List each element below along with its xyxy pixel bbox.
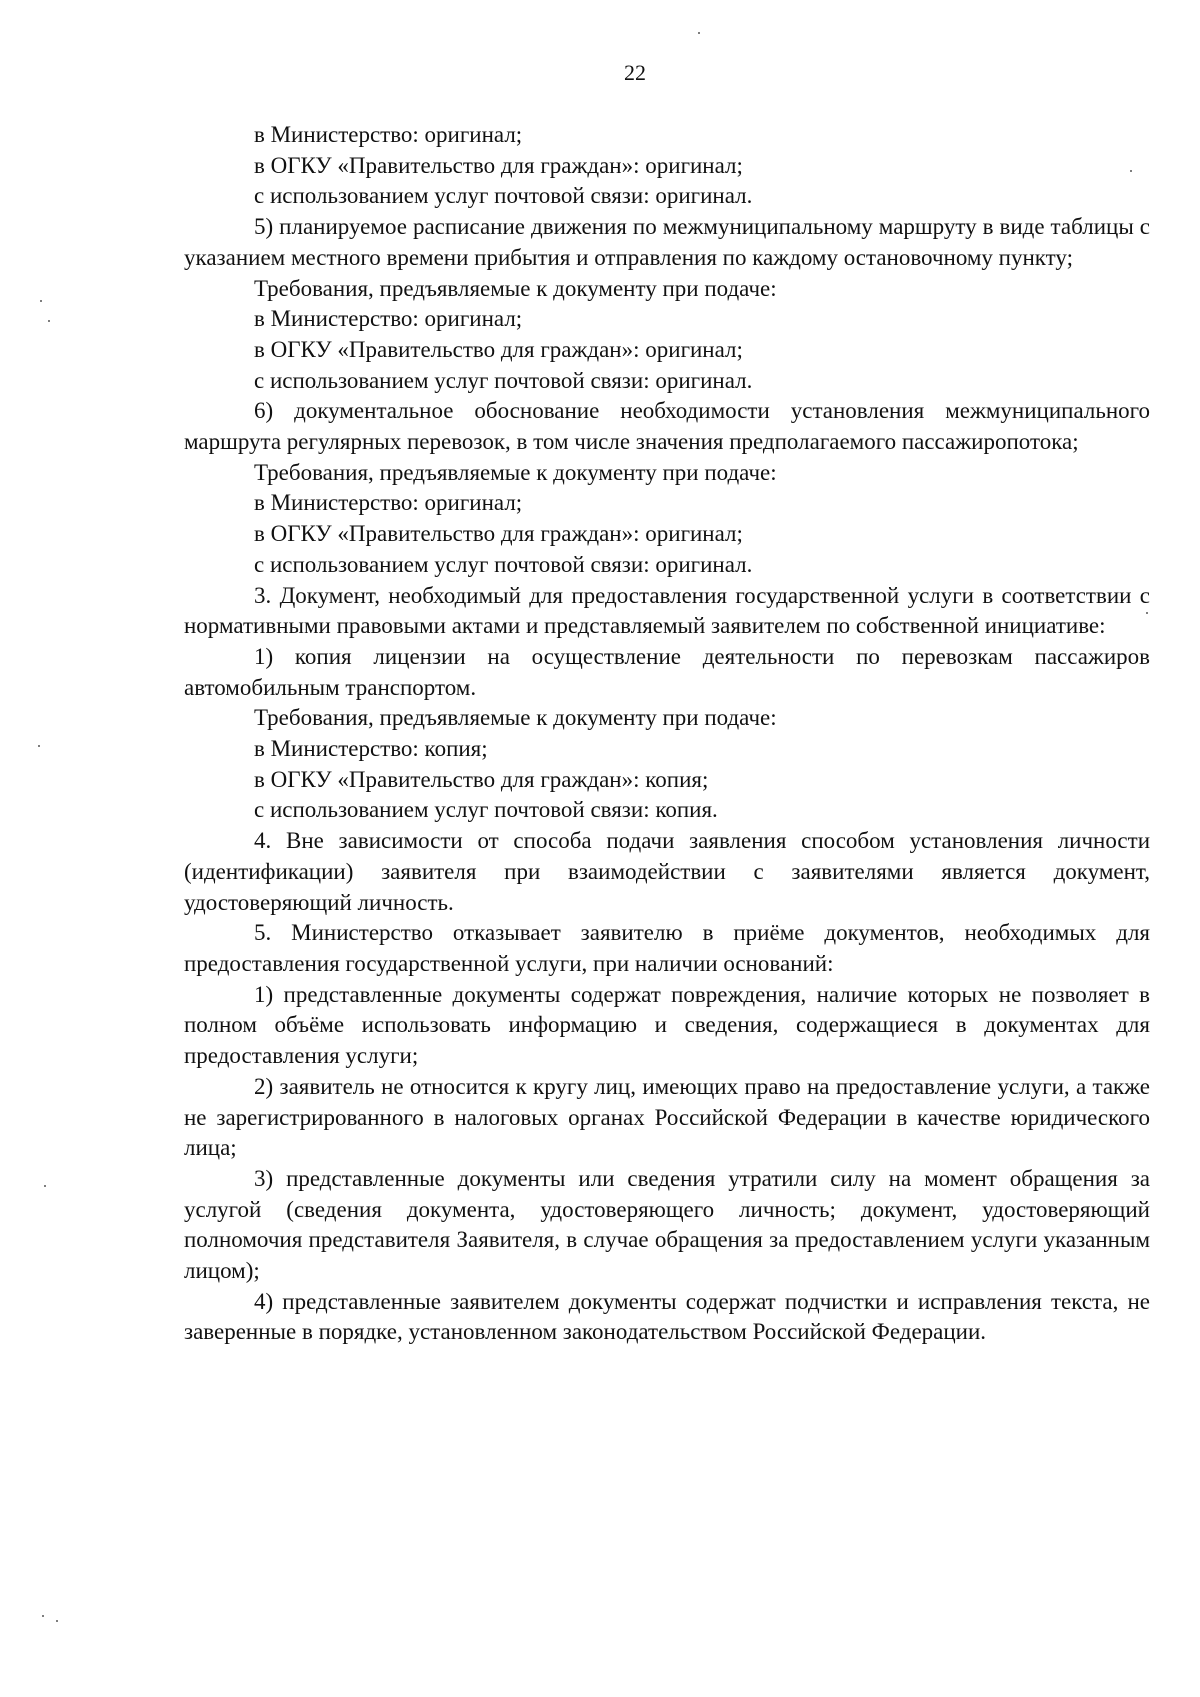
paragraph-10: Требования, предъявляемые к документу при подаче: — [254, 459, 777, 485]
paragraph-6: в Министерство: оригинал; — [254, 306, 523, 332]
paragraph-23: 2) заявитель не относится к кругу лиц, имеющих право на предоставление услуги, а также не зарегистрированного в налоговых органах Российской Федерации в качестве юридического лица; — [184, 1073, 1150, 1161]
paragraph-12: в ОГКУ «Правительство для граждан»: оригинал; — [254, 521, 743, 547]
scan-speck — [1130, 170, 1132, 172]
paragraph-19: с использованием услуг почтовой связи: копия. — [254, 797, 718, 823]
scan-speck — [698, 32, 700, 34]
paragraph-17: в Министерство: копия; — [254, 736, 488, 762]
paragraph-20: 4. Вне зависимости от способа подачи заявления способом установления личности (идентификации) заявителя при взаимодействии с заявителями является документ, удостоверяющий личность. — [184, 828, 1150, 915]
paragraph-1: в Министерство: оригинал; — [254, 122, 523, 147]
scan-speck — [44, 1185, 46, 1187]
paragraph-3: с использованием услуг почтовой связи: оригинал. — [254, 183, 753, 209]
paragraph-8: с использованием услуг почтовой связи: оригинал. — [254, 367, 753, 393]
document-body — [184, 120, 1150, 1348]
paragraph-14: 3. Документ, необходимый для предоставления государственной услуги в соответствии с нормативными правовыми актами и представляемый заявителем по собственной инициативе: — [184, 582, 1150, 639]
scan-speck — [38, 745, 40, 747]
paragraph-9: 6) документальное обоснование необходимости установления межмуниципального маршрута регулярных перевозок, в том числе значения предполагаемого пассажиропотока; — [184, 398, 1150, 455]
paragraph-21: 5. Министерство отказывает заявителю в приёме документов, необходимых для предоставления государственной услуги, при наличии оснований: — [184, 920, 1150, 976]
paragraph-24: 3) представленные документы или сведения утратили силу на момент обращения за услугой (сведения документа, удостоверяющего личность; документ, удостоверяющий полномочия представителя Заявителя, в случае обращения за предоставлением услуги указанным лицом); — [184, 1165, 1150, 1284]
paragraph-22: 1) представленные документы содержат повреждения, наличие которых не позволяет в полном объёме использовать информацию и сведения, содержащиеся в документах для предоставления услуги; — [184, 981, 1150, 1069]
scan-speck — [40, 300, 42, 302]
paragraph-7: в ОГКУ «Правительство для граждан»: оригинал; — [254, 336, 743, 362]
paragraph-5: Требования, предъявляемые к документу при подаче: — [254, 275, 777, 301]
scan-speck — [48, 320, 50, 322]
paragraph-13: с использованием услуг почтовой связи: оригинал. — [254, 551, 753, 577]
paragraph-15: 1) копия лицензии на осуществление деятельности по перевозкам пассажиров автомобильным транспортом. — [184, 643, 1150, 700]
paragraph-11: в Министерство: оригинал; — [254, 490, 523, 516]
paragraph-4: 5) планируемое расписание движения по межмуниципальному маршруту в виде таблицы с указанием местного времени прибытия и отправления по каждому остановочному пункту; — [184, 214, 1150, 270]
scan-speck — [56, 1620, 58, 1622]
page-number: 22 — [624, 60, 646, 85]
paragraph-16: Требования, предъявляемые к документу при подаче: — [254, 705, 777, 731]
paragraph-18: в ОГКУ «Правительство для граждан»: копия; — [254, 766, 709, 792]
scan-speck — [1146, 612, 1148, 614]
paragraph-2: в ОГКУ «Правительство для граждан»: оригинал; — [254, 152, 743, 178]
scan-speck — [42, 1615, 44, 1617]
paragraph-25: 4) представленные заявителем документы содержат подчистки и исправления текста, не заверенные в порядке, установленном законодательством Российской Федерации. — [184, 1288, 1150, 1345]
